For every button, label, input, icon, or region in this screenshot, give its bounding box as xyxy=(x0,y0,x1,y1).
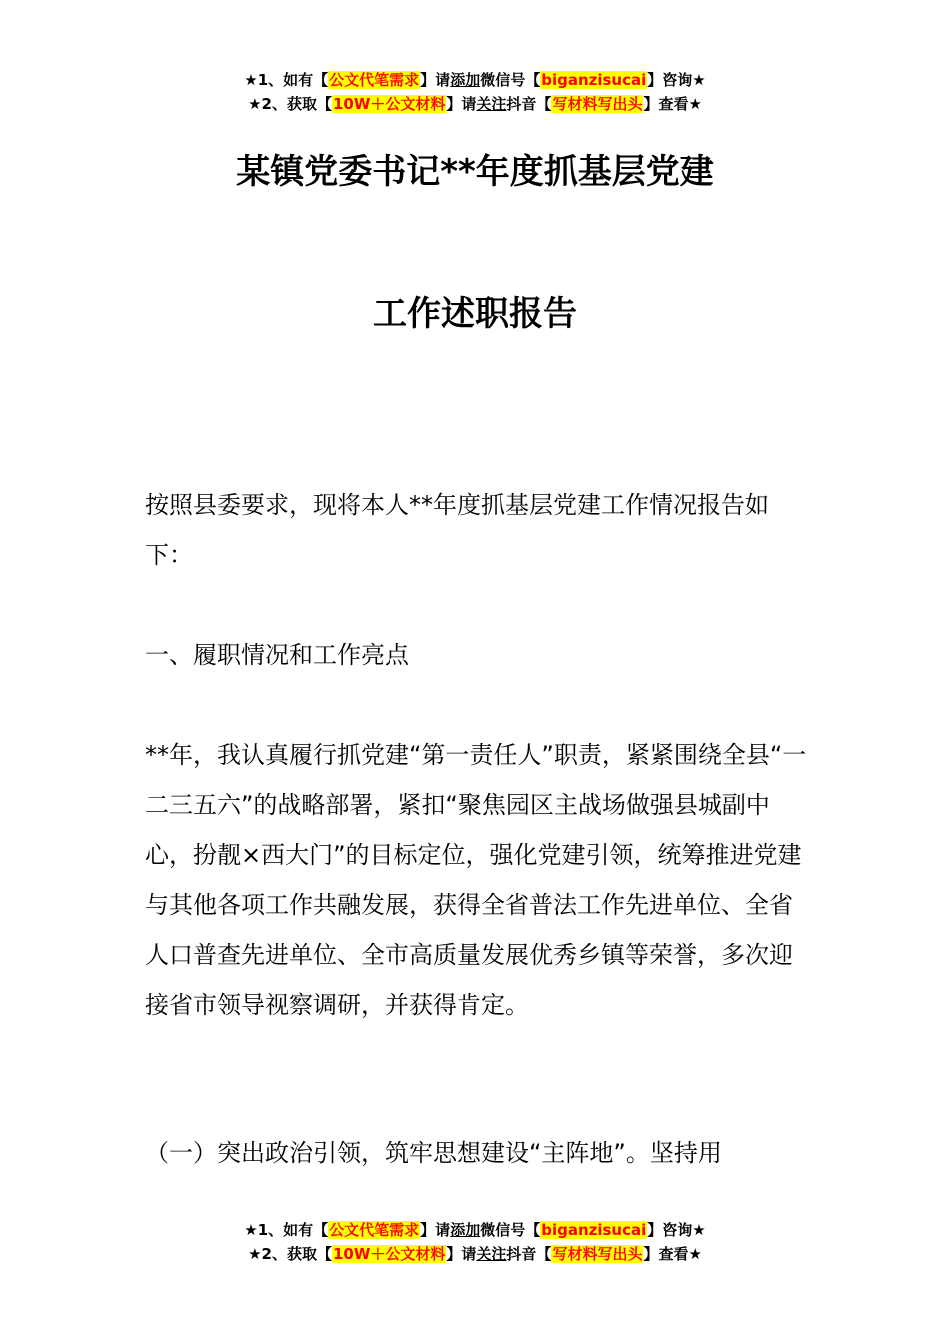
footer-highlight-wechat-id: biganzisucai xyxy=(541,1221,647,1239)
banner-line-2: ★2、获取【10W＋公文材料】请关注抖音【写材料写出头】查看★ xyxy=(248,95,702,113)
intro-paragraph: 按照县委要求，现将本人**年度抓基层党建工作情况报告如下： xyxy=(145,491,769,569)
footer-underlined-follow: 关注 xyxy=(476,1245,507,1263)
footer-banner xyxy=(0,1218,950,1266)
highlight-materials: 10W＋公文材料 xyxy=(332,95,446,113)
document-title-line-1: 某镇党委书记**年度抓基层党建 xyxy=(236,152,714,192)
footer-highlight-service: 公文代笔需求 xyxy=(329,1221,420,1239)
underlined-follow: 关注 xyxy=(476,95,507,113)
footer-banner-line-2: ★2、获取【10W＋公文材料】请关注抖音【写材料写出头】查看★ xyxy=(248,1245,702,1263)
footer-highlight-douyin-account: 写材料写出头 xyxy=(552,1245,643,1263)
section-heading-1: 一、履职情况和工作亮点 xyxy=(145,641,409,669)
highlight-douyin-account: 写材料写出头 xyxy=(552,95,643,113)
banner-line-1: ★1、如有【公文代笔需求】请添加微信号【biganzisucai】咨询★ xyxy=(244,71,706,89)
highlight-wechat-id: biganzisucai xyxy=(541,71,647,89)
footer-underlined-add: 添加 xyxy=(450,1221,481,1239)
document-title-line-2: 工作述职报告 xyxy=(373,294,577,334)
header-banner xyxy=(0,68,950,116)
body-paragraph-1: **年，我认真履行抓党建“第一责任人”职责，紧紧围绕全县“一二三五六”的战略部署，紧扣“聚焦园区主战场做强县城副中心，扮靓×西大门”的目标定位，强化党建引领，统筹推进党建与其他各项工作共融发展，获得全省普法工作先进单位、全省人口普查先进单位、全市高质量发展优秀乡镇等荣誉，多次迎接省市领导视察调研，并获得肯定。 xyxy=(145,741,807,1019)
subsection-heading-1: （一）突出政治引领，筑牢思想建设“主阵地”。坚持用 xyxy=(145,1139,722,1167)
footer-highlight-materials: 10W＋公文材料 xyxy=(332,1245,446,1263)
footer-banner-line-1: ★1、如有【公文代笔需求】请添加微信号【biganzisucai】咨询★ xyxy=(244,1221,706,1239)
highlight-service: 公文代笔需求 xyxy=(329,71,420,89)
underlined-add: 添加 xyxy=(450,71,481,89)
